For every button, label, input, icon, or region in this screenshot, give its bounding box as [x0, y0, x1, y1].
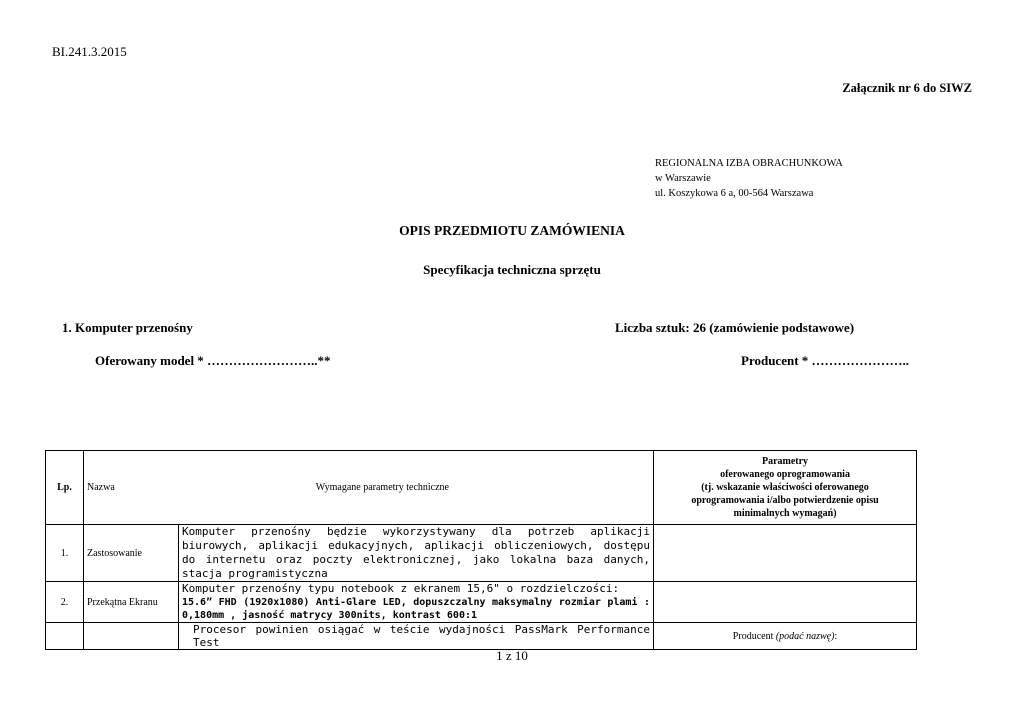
annex-label: Załącznik nr 6 do SIWZ	[842, 81, 972, 95]
address-line-city: w Warszawie	[655, 173, 711, 184]
row-offered-value[interactable]	[654, 582, 917, 623]
header-lp: Lp.	[46, 451, 84, 525]
requirement-text: Komputer przenośny typu notebook z ekranem 15,6" o rozdzielczości:	[182, 582, 620, 595]
table-row	[46, 582, 917, 623]
header-name-requirements	[84, 451, 654, 525]
document-reference-number: BI.241.3.2015	[52, 44, 127, 59]
item-quantity: Liczba sztuk: 26 (zamówienie podstawowe)	[615, 320, 855, 335]
table-row	[46, 525, 917, 582]
row-requirement	[179, 582, 654, 623]
producer-hint: (podać nazwę)	[775, 630, 835, 642]
document-title: OPIS PRZEDMIOTU ZAMÓWIENIA	[399, 223, 625, 238]
header-name: Nazwa	[87, 482, 115, 493]
header-offered-line: Parametry	[761, 456, 809, 467]
table-row	[46, 623, 917, 650]
row-name: Zastosowanie	[84, 525, 179, 582]
requirement-display-spec: 15.6” FHD (1920x1080) Anti-Glare LED, dopuszczalny maksymalny rozmiar plami : 0,180mm , jasność matrycy 300nits, kontrast 600:1	[182, 597, 651, 621]
header-offered-parameters	[654, 451, 917, 525]
producer-line: Producent * …………………..	[741, 353, 910, 368]
specification-table	[45, 450, 917, 650]
row-name	[84, 623, 179, 650]
row-requirement: Procesor powinien osiągać w teście wydajności PassMark Performance Test	[179, 623, 654, 650]
row-lp: 1.	[46, 525, 84, 582]
document-subtitle: Specyfikacja techniczna sprzętu	[423, 262, 601, 277]
address-line-street: ul. Koszykowa 6 a, 00-564 Warszawa	[655, 188, 814, 199]
page-number: 1 z 10	[496, 648, 528, 663]
header-offered-line: oprogramowania i/albo potwierdzenie opisu	[691, 495, 879, 506]
row-requirement: Komputer przenośny będzie wykorzystywany dla potrzeb aplikacji biurowych, aplikacji edukacyjnych, aplikacji obliczeniowych, dostępu do internetu oraz poczty elektronicznej, jako lokalna baza danych, stacja programistyczna	[179, 525, 654, 582]
row-lp: 2.	[46, 582, 84, 623]
row-offered-value[interactable]	[654, 525, 917, 582]
row-offered-producer[interactable]	[654, 623, 917, 650]
producer-label: Producent	[732, 630, 776, 642]
row-lp	[46, 623, 84, 650]
address-line-institution: REGIONALNA IZBA OBRACHUNKOWA	[655, 158, 843, 169]
recipient-address	[655, 156, 843, 201]
header-offered-line: minimalnych wymagań)	[733, 508, 837, 519]
header-offered-line: (tj. wskazanie właściwości oferowanego	[701, 482, 869, 493]
producer-colon: :	[834, 630, 838, 642]
item-heading: 1. Komputer przenośny	[62, 320, 193, 335]
offered-model-line: Oferowany model * ……………………..**	[95, 353, 331, 368]
header-requirements: Wymagane parametry techniczne	[315, 482, 449, 493]
header-offered-line: oferowanego oprogramowania	[720, 469, 850, 480]
table-header-row	[46, 451, 917, 525]
row-name: Przekątna Ekranu	[84, 582, 179, 623]
